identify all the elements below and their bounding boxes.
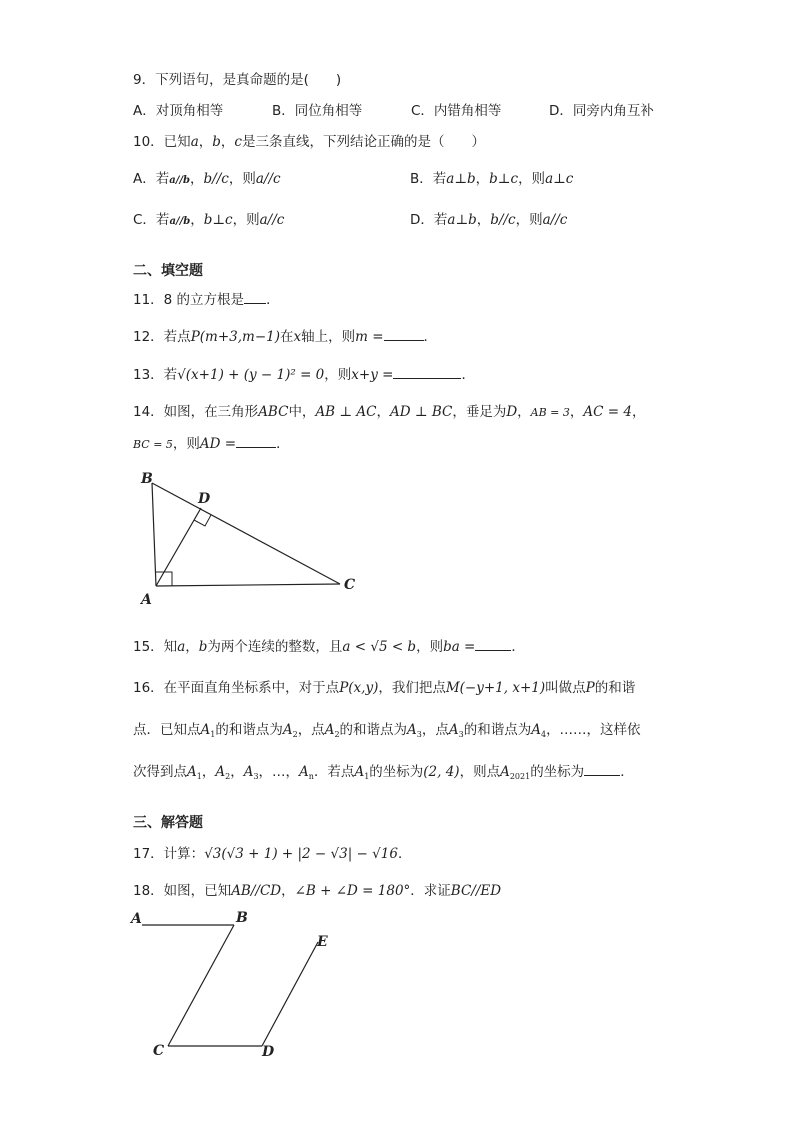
q16-line1: 16．在平面直角坐标系中，对于点P(x,y)，我们把点M(−y+1, x+1)叫做点P的和谐	[133, 680, 636, 696]
q16-answer-blank[interactable]	[584, 763, 620, 776]
segment-bc	[168, 925, 234, 1046]
q9-option-a: A．对顶角相等	[133, 103, 224, 119]
label-a: A	[131, 911, 142, 927]
segment-bc	[152, 483, 340, 584]
q16-line3: 次得到点$A_1$，$A_2$，$A_3$，…，$A_n$．若点$A_1$的坐标为(2, 4)，则点$A_{2021}$的坐标为 ．	[133, 764, 634, 781]
q14-triangle-figure	[135, 465, 375, 610]
label-d: D	[262, 1044, 275, 1060]
right-angle-mark-a	[156, 572, 172, 586]
q17: 17．计算：√3(√3 + 1) + |2 − √3| − √16．	[133, 846, 412, 862]
q16-line2: 点．已知点$A_1$的和谐点为$A_2$，点$A_2$的和谐点为$A_3$，点$A_3$的和谐点为$A_4$，……，这样依	[133, 722, 641, 739]
q13: 13．若√(x+1) + (y − 1)² = 0，则x+y = ．	[133, 367, 475, 383]
q14-answer-blank[interactable]	[236, 435, 276, 448]
label-b: B	[141, 471, 153, 487]
q12: 12．若点P(m+3,m−1)在x轴上，则m = ．	[133, 329, 438, 345]
label-d: D	[198, 491, 211, 507]
q10-option-a: A．若a//b，b//c，则a//c	[133, 171, 281, 187]
label-e: E	[317, 934, 328, 950]
section-answer-title: 三、解答题	[133, 815, 203, 831]
label-c: C	[344, 577, 356, 593]
section-fill-in-title: 二、填空题	[133, 263, 203, 279]
q15-answer-blank[interactable]	[475, 638, 511, 651]
q9-option-b: B．同位角相等	[272, 103, 363, 119]
segment-ab	[152, 483, 156, 586]
q18: 18．如图，已知AB//CD，∠B + ∠D = 180°．求证BC//ED	[133, 883, 502, 899]
segment-de	[262, 942, 318, 1046]
label-b: B	[236, 910, 248, 926]
q18-parallel-figure	[128, 905, 338, 1065]
q10-option-b: B．若a⊥b，b⊥c，则a⊥c	[410, 171, 574, 187]
q13-answer-blank[interactable]	[393, 366, 461, 379]
label-a: A	[141, 592, 152, 608]
q10-stem: 10．已知a，b，c是三条直线，下列结论正确的是（ ）	[133, 134, 485, 150]
label-c: C	[153, 1043, 165, 1059]
q11: 11．8 的立方根是 ．	[133, 292, 280, 308]
q9-stem: 9．下列语句，是真命题的是( )	[133, 72, 342, 88]
q12-answer-blank[interactable]	[384, 328, 424, 341]
q10-option-d: D．若a⊥b，b//c，则a//c	[410, 212, 568, 228]
q14-line1: 14．如图，在三角形ABC中，AB ⊥ AC，AD ⊥ BC，垂足为D，AB = 3，AC = 4，	[133, 404, 646, 420]
q9-option-c: C．内错角相等	[411, 103, 502, 119]
q15: 15．知a，b为两个连续的整数，且a < √5 < b，则ba = ．	[133, 639, 525, 655]
q11-answer-blank[interactable]	[244, 291, 266, 304]
q10-option-c: C．若a//b，b⊥c，则a//c	[133, 212, 285, 228]
q14-line2: BC = 5，则AD = ．	[133, 436, 290, 452]
q9-option-d: D．同旁内角互补	[549, 103, 654, 119]
segment-ac	[156, 584, 340, 586]
